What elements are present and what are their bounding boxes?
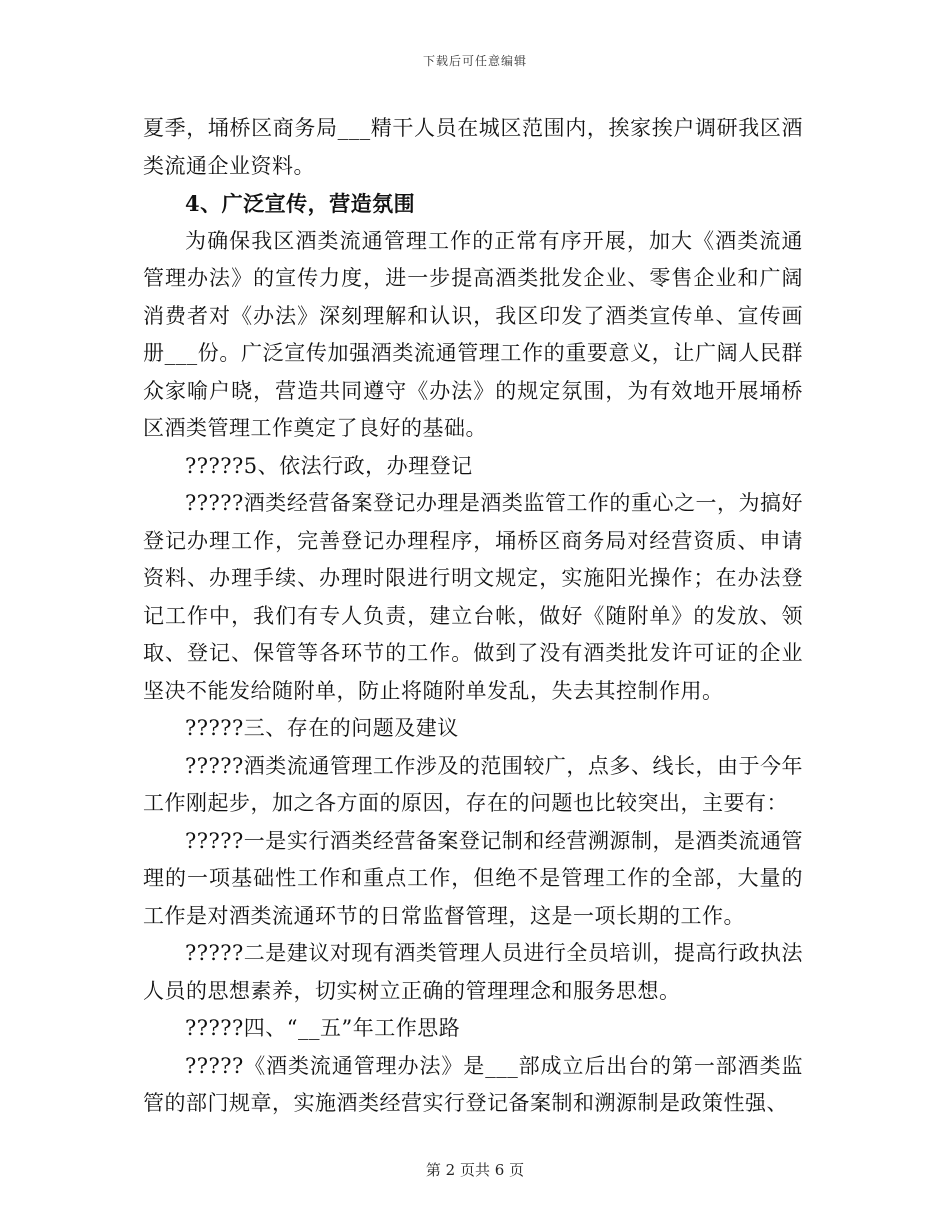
paragraph: ?????酒类经营备案登记办理是酒类监管工作的重心之一，为搞好登记办理工作，完善登记办理程序，埇桥区商务局对经营资质、申请资料、办理手续、办理时限进行明文规定，实施阳光操作；在办法登记工作中，我们有专人负责，建立台帐，做好《随附单》的发放、领取、登记、保管等各环节的工作。做到了没有酒类批发许可证的企业坚决不能发给随附单，防止将随附单发乱，失去其控制作用。 [143, 491, 803, 703]
page-footer: 第 2 页共 6 页 [425, 1161, 525, 1179]
paragraph: 为确保我区酒类流通管理工作的正常有序开展，加大《酒类流通管理办法》的宣传力度，进一步提高酒类批发企业、零售企业和广阔消费者对《办法》深刻理解和认识，我区印发了酒类宣传单、宣传画册___份。广泛宣传加强酒类流通管理工作的重要意义，让广阔人民群众家喻户晓，营造共同遵守《办法》的规定氛围，为有效地开展埇桥区酒类管理工作奠定了良好的基础。 [143, 228, 803, 440]
section-heading: ?????四、“__五”年工作思路 [185, 1016, 461, 1040]
document-body [143, 110, 803, 1123]
paragraph: 夏季，埇桥区商务局___精干人员在城区范围内，挨家挨户调研我区酒类流通企业资料。 [143, 116, 803, 178]
paragraph: ?????酒类流通管理工作涉及的范围较广，点多、线长，由于今年工作刚起步，加之各方面的原因，存在的问题也比较突出，主要有： [143, 753, 803, 815]
section-heading: 4、广泛宣传，营造氛围 [185, 191, 416, 216]
paragraph: ?????二是建议对现有酒类管理人员进行全员培训，提高行政执法人员的思想素养，切实树立正确的管理理念和服务思想。 [143, 941, 803, 1003]
page-header: 下载后可任意编辑 [422, 54, 527, 68]
paragraph: ?????一是实行酒类经营备案登记制和经营溯源制，是酒类流通管理的一项基础性工作和重点工作，但绝不是管理工作的全部，大量的工作是对酒类流通环节的日常监督管理，这是一项长期的工作。 [143, 828, 803, 928]
section-heading: ?????三、存在的问题及建议 [185, 716, 459, 740]
section-heading: ?????5、依法行政，办理登记 [185, 453, 473, 478]
paragraph: ?????《酒类流通管理办法》是___部成立后出台的第一部酒类监管的部门规章，实施酒类经营实行登记备案制和溯源制是政策性强、 [143, 1053, 803, 1115]
